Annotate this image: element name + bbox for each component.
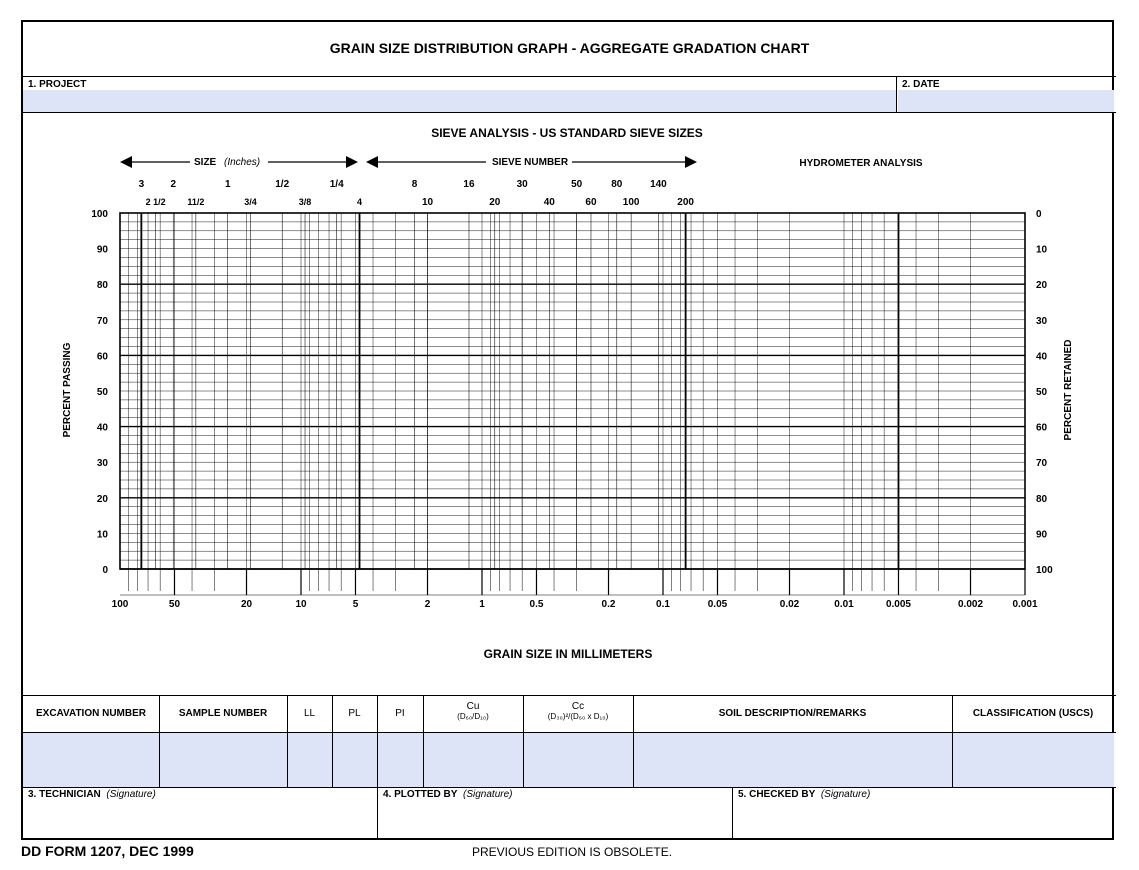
arrow-right-icon (346, 156, 358, 168)
y-tick-label-right: 40 (1036, 351, 1048, 363)
divider (23, 787, 1116, 788)
y-tick-label-right: 10 (1036, 244, 1048, 256)
x-tick-label: 0.01 (834, 599, 854, 610)
size-label: 3 (138, 179, 145, 190)
y-tick-label-left: 30 (96, 458, 108, 470)
divider (732, 787, 733, 840)
y-tick-label-right: 90 (1036, 529, 1048, 541)
sieve-label: 40 (543, 197, 555, 208)
hydrometer-header: HYDROMETER ANALYSIS (799, 158, 923, 169)
sieve-label: 80 (611, 179, 623, 190)
checked-by-signature-hint: (Signature) (820, 789, 871, 800)
y-tick-label-left: 10 (96, 529, 108, 541)
excavation-number-header: EXCAVATION NUMBER (36, 708, 146, 719)
x-tick-label: 20 (240, 599, 253, 610)
x-tick-label: 0.02 (779, 599, 800, 610)
x-tick-label: 5 (352, 599, 359, 610)
arrow-right-icon (685, 156, 697, 168)
x-tick-label: 100 (111, 599, 129, 610)
sieve-label: 20 (489, 197, 501, 208)
y-tick-label-left: 20 (96, 493, 108, 505)
chart-title: SIEVE ANALYSIS - US STANDARD SIEVE SIZES (431, 126, 703, 140)
divider (377, 787, 378, 840)
plotted-by-label-text: 4. PLOTTED BY (383, 789, 458, 800)
checked-by-label (738, 789, 870, 800)
y-tick-label-right: 70 (1036, 458, 1048, 470)
sieve-label: 140 (650, 179, 667, 190)
size-label: 1 (224, 179, 231, 190)
sieve-label: 10 (421, 197, 434, 208)
plotted-by-label (383, 789, 512, 800)
sieve-label: 30 (516, 179, 528, 190)
x-tick-label: 0.001 (1012, 599, 1038, 610)
classification-header: CLASSIFICATION (USCS) (972, 708, 1094, 719)
size-header-note: (Inches) (224, 157, 261, 168)
y-tick-label-left: 80 (96, 280, 108, 292)
cc-header (523, 701, 633, 721)
y-tick-label-right: 20 (1036, 280, 1048, 292)
ll-header: LL (303, 708, 316, 719)
x-tick-label: 2 (424, 599, 431, 610)
plotted-by-signature-hint: (Signature) (463, 789, 513, 800)
arrow-left-icon (120, 156, 132, 168)
x-tick-label: 0.5 (529, 599, 544, 610)
y-tick-label-right: 30 (1036, 315, 1048, 327)
y-tick-label-left: 90 (96, 244, 108, 256)
form-title: GRAIN SIZE DISTRIBUTION GRAPH - AGGREGATE GRADATION CHART (329, 40, 810, 56)
sieve-label: 50 (571, 179, 583, 190)
size-label: 3/4 (244, 197, 257, 207)
y-axis-label-right: PERCENT RETAINED (1063, 339, 1074, 441)
cc-label: Cc (571, 701, 585, 712)
sample-number-header: SAMPLE NUMBER (178, 708, 268, 719)
x-tick-label: 0.005 (885, 599, 912, 610)
technician-signature-field[interactable] (25, 802, 375, 838)
x-tick-label: 0.05 (707, 599, 728, 610)
pl-header: PL (348, 708, 361, 719)
y-tick-label-left: 100 (91, 209, 108, 220)
technician-label-text: 3. TECHNICIAN (28, 789, 101, 800)
x-tick-label: 50 (168, 599, 181, 610)
y-tick-label-right: 60 (1036, 422, 1048, 434)
x-tick-label: 10 (295, 599, 307, 610)
size-label: 1/4 (329, 179, 344, 190)
checked-by-signature-field[interactable] (735, 802, 1113, 838)
sieve-header: SIEVE NUMBER (491, 157, 569, 168)
y-tick-label-left: 0 (102, 565, 108, 576)
chart-grid (120, 213, 1025, 595)
size-label: 1/2 (275, 179, 290, 190)
cu-formula: (D₆₀/D₁₀) (457, 712, 489, 721)
size-label: 11/2 (187, 197, 205, 207)
size-header-group (120, 156, 358, 168)
y-tick-label-left: 70 (96, 315, 108, 327)
y-tick-label-left: 60 (96, 351, 108, 363)
form-number: DD FORM 1207, DEC 1999 (21, 843, 194, 859)
technician-signature-hint: (Signature) (106, 789, 156, 800)
y-axis-label-left: PERCENT PASSING (62, 342, 73, 438)
sieve-label: 8 (411, 179, 418, 190)
y-tick-label-right: 50 (1036, 387, 1048, 398)
size-header: SIZE (194, 157, 217, 168)
y-tick-label-right: 100 (1036, 565, 1053, 576)
x-tick-label: 1 (479, 599, 485, 610)
size-label: 3/8 (298, 197, 312, 207)
pi-header: PI (395, 708, 405, 719)
chart-marks (91, 179, 1053, 610)
sieve-label: 200 (677, 197, 694, 208)
size-label: 2 (170, 179, 177, 190)
y-tick-label-left: 50 (96, 387, 108, 398)
plotted-by-signature-field[interactable] (380, 802, 730, 838)
x-tick-label: 0.2 (601, 599, 616, 610)
sieve-label: 100 (622, 197, 640, 208)
y-tick-label-left: 40 (96, 422, 108, 434)
y-tick-label-right: 80 (1036, 493, 1048, 505)
sieve-label: 16 (463, 179, 475, 190)
project-label: 1. PROJECT (28, 79, 87, 90)
cc-formula: (D₃₀)²/(D₆₀ x D₁₀) (547, 712, 609, 721)
checked-by-label-text: 5. CHECKED BY (738, 789, 816, 800)
sieve-header-group (366, 156, 697, 168)
data-entry-row[interactable] (23, 733, 1114, 787)
x-tick-label: 0.1 (656, 599, 670, 610)
size-label: 2 1/2 (145, 197, 166, 207)
size-label: 4 (357, 197, 363, 207)
date-label: 2. DATE (902, 79, 940, 90)
technician-label (28, 789, 156, 800)
obsolete-note: PREVIOUS EDITION IS OBSOLETE. (472, 845, 673, 859)
x-tick-label: 0.002 (957, 599, 984, 610)
cu-header (423, 701, 523, 721)
cu-label: Cu (466, 701, 480, 712)
x-axis-label: GRAIN SIZE IN MILLIMETERS (483, 647, 653, 661)
sieve-label: 60 (585, 197, 597, 208)
remarks-header: SOIL DESCRIPTION/REMARKS (718, 708, 867, 719)
y-tick-label-right: 0 (1036, 209, 1042, 220)
